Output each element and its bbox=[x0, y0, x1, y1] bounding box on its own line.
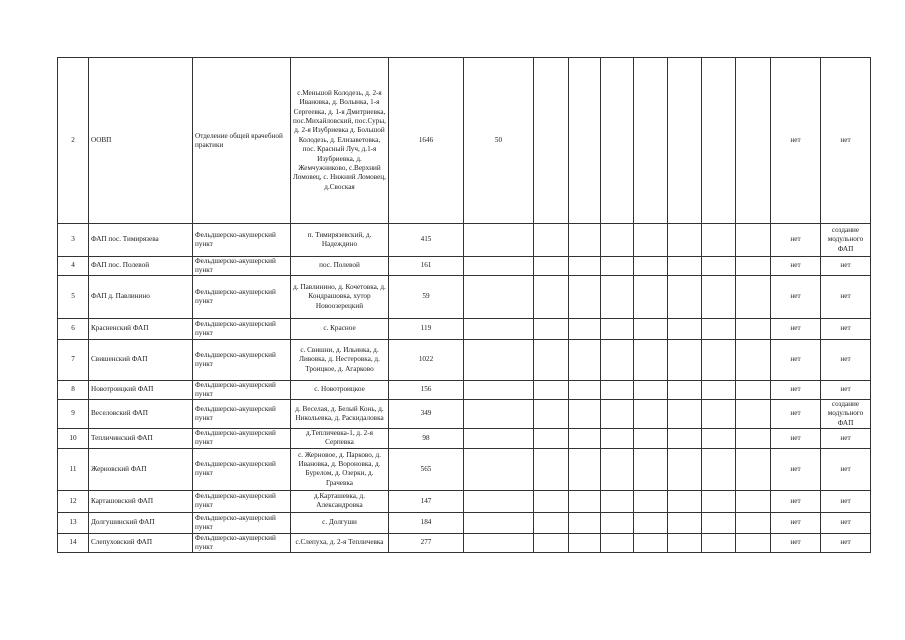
empty-cell bbox=[736, 58, 771, 224]
planned-action-cell: нет bbox=[821, 448, 871, 490]
empty-cell bbox=[668, 58, 702, 224]
empty-cell bbox=[534, 448, 569, 490]
empty-cell bbox=[534, 381, 569, 400]
availability-cell: нет bbox=[771, 512, 821, 533]
empty-cell bbox=[569, 319, 601, 340]
empty-cell bbox=[534, 224, 569, 257]
table-row bbox=[58, 490, 871, 512]
empty-cell bbox=[668, 400, 702, 429]
row-number: 13 bbox=[58, 512, 89, 533]
empty-cell bbox=[702, 381, 736, 400]
empty-cell bbox=[702, 512, 736, 533]
empty-cell bbox=[634, 319, 668, 340]
empty-cell bbox=[668, 512, 702, 533]
facility-name: Веселовский ФАП bbox=[89, 400, 193, 429]
facility-name: Новотроицкий ФАП bbox=[89, 381, 193, 400]
empty-cell bbox=[634, 257, 668, 276]
table-body bbox=[58, 58, 871, 553]
empty-cell bbox=[601, 257, 634, 276]
facility-name: Жерновский ФАП bbox=[89, 448, 193, 490]
population: 184 bbox=[389, 512, 464, 533]
service-area: с. Новотроицкое bbox=[291, 381, 389, 400]
empty-cell bbox=[702, 533, 736, 552]
empty-cell bbox=[569, 429, 601, 449]
availability-cell: нет bbox=[771, 400, 821, 429]
availability-cell: нет bbox=[771, 490, 821, 512]
service-area: с. Долгуши bbox=[291, 512, 389, 533]
value-cell bbox=[464, 448, 534, 490]
value-cell: 50 bbox=[464, 58, 534, 224]
empty-cell bbox=[702, 58, 736, 224]
empty-cell bbox=[569, 257, 601, 276]
empty-cell bbox=[534, 58, 569, 224]
facility-name: Тепличинский ФАП bbox=[89, 429, 193, 449]
population: 349 bbox=[389, 400, 464, 429]
empty-cell bbox=[668, 381, 702, 400]
planned-action-cell: нет bbox=[821, 512, 871, 533]
service-area: пос. Полевой bbox=[291, 257, 389, 276]
row-number: 8 bbox=[58, 381, 89, 400]
facility-name: ФАП д. Павлинино bbox=[89, 276, 193, 319]
facility-type: Фельдшерско-акушерский пункт bbox=[193, 224, 291, 257]
empty-cell bbox=[534, 400, 569, 429]
empty-cell bbox=[736, 224, 771, 257]
availability-cell: нет bbox=[771, 340, 821, 381]
service-area: д.Тепличевка-1, д. 2-я Серпевка bbox=[291, 429, 389, 449]
planned-action-cell: нет bbox=[821, 381, 871, 400]
table-row bbox=[58, 448, 871, 490]
empty-cell bbox=[569, 400, 601, 429]
empty-cell bbox=[601, 224, 634, 257]
empty-cell bbox=[569, 224, 601, 257]
row-number: 7 bbox=[58, 340, 89, 381]
row-number: 14 bbox=[58, 533, 89, 552]
empty-cell bbox=[736, 381, 771, 400]
population: 161 bbox=[389, 257, 464, 276]
empty-cell bbox=[668, 533, 702, 552]
empty-cell bbox=[736, 400, 771, 429]
population: 156 bbox=[389, 381, 464, 400]
empty-cell bbox=[534, 533, 569, 552]
empty-cell bbox=[736, 340, 771, 381]
value-cell bbox=[464, 224, 534, 257]
empty-cell bbox=[668, 490, 702, 512]
empty-cell bbox=[702, 448, 736, 490]
planned-action-cell: нет bbox=[821, 319, 871, 340]
table-row bbox=[58, 429, 871, 449]
empty-cell bbox=[601, 340, 634, 381]
empty-cell bbox=[534, 276, 569, 319]
value-cell bbox=[464, 319, 534, 340]
planned-action-cell: создание модульного ФАП bbox=[821, 224, 871, 257]
data-table bbox=[57, 57, 871, 553]
service-area: с. Свишни, д. Ильинка, д. Ливовка, д. Нестеровка, д. Троицкое, д. Агарково bbox=[291, 340, 389, 381]
empty-cell bbox=[736, 257, 771, 276]
availability-cell: нет bbox=[771, 224, 821, 257]
empty-cell bbox=[702, 429, 736, 449]
empty-cell bbox=[634, 58, 668, 224]
empty-cell bbox=[601, 381, 634, 400]
availability-cell: нет bbox=[771, 319, 821, 340]
empty-cell bbox=[702, 319, 736, 340]
table-row bbox=[58, 400, 871, 429]
value-cell bbox=[464, 512, 534, 533]
empty-cell bbox=[668, 257, 702, 276]
empty-cell bbox=[736, 429, 771, 449]
empty-cell bbox=[668, 224, 702, 257]
empty-cell bbox=[601, 400, 634, 429]
facility-type: Фельдшерско-акушерский пункт bbox=[193, 448, 291, 490]
empty-cell bbox=[736, 276, 771, 319]
empty-cell bbox=[601, 276, 634, 319]
empty-cell bbox=[601, 512, 634, 533]
table-row bbox=[58, 276, 871, 319]
value-cell bbox=[464, 276, 534, 319]
empty-cell bbox=[569, 58, 601, 224]
facility-type: Фельдшерско-акушерский пункт bbox=[193, 276, 291, 319]
planned-action-cell: нет bbox=[821, 533, 871, 552]
population: 415 bbox=[389, 224, 464, 257]
empty-cell bbox=[634, 448, 668, 490]
row-number: 12 bbox=[58, 490, 89, 512]
empty-cell bbox=[634, 224, 668, 257]
table-row bbox=[58, 381, 871, 400]
table-row bbox=[58, 224, 871, 257]
empty-cell bbox=[601, 58, 634, 224]
empty-cell bbox=[634, 340, 668, 381]
empty-cell bbox=[702, 400, 736, 429]
table-row bbox=[58, 58, 871, 224]
table-row bbox=[58, 512, 871, 533]
facility-type: Отделение общей врачебной практики bbox=[193, 58, 291, 224]
table-row bbox=[58, 533, 871, 552]
facility-name: Свишенский ФАП bbox=[89, 340, 193, 381]
availability-cell: нет bbox=[771, 429, 821, 449]
empty-cell bbox=[634, 400, 668, 429]
availability-cell: нет bbox=[771, 448, 821, 490]
value-cell bbox=[464, 533, 534, 552]
empty-cell bbox=[668, 448, 702, 490]
facility-type: Фельдшерско-акушерский пункт bbox=[193, 340, 291, 381]
facility-name: ФАП пос. Тимирязева bbox=[89, 224, 193, 257]
empty-cell bbox=[634, 512, 668, 533]
population: 565 bbox=[389, 448, 464, 490]
empty-cell bbox=[736, 448, 771, 490]
empty-cell bbox=[736, 319, 771, 340]
empty-cell bbox=[736, 490, 771, 512]
empty-cell bbox=[534, 429, 569, 449]
service-area: с.Слепуха, д. 2-я Тепличевка bbox=[291, 533, 389, 552]
empty-cell bbox=[736, 512, 771, 533]
empty-cell bbox=[569, 512, 601, 533]
service-area: д. Павлинино, д. Кочетовка, д. Кондрашовка, хутор Новоозерецкий bbox=[291, 276, 389, 319]
table-row bbox=[58, 319, 871, 340]
planned-action-cell: нет bbox=[821, 490, 871, 512]
row-number: 10 bbox=[58, 429, 89, 449]
empty-cell bbox=[634, 490, 668, 512]
facility-name: ООВП bbox=[89, 58, 193, 224]
empty-cell bbox=[702, 257, 736, 276]
availability-cell: нет bbox=[771, 276, 821, 319]
facility-type: Фельдшерско-акушерский пункт bbox=[193, 429, 291, 449]
population: 98 bbox=[389, 429, 464, 449]
empty-cell bbox=[534, 340, 569, 381]
empty-cell bbox=[569, 276, 601, 319]
empty-cell bbox=[736, 533, 771, 552]
facility-name: Слепуховский ФАП bbox=[89, 533, 193, 552]
empty-cell bbox=[702, 224, 736, 257]
row-number: 2 bbox=[58, 58, 89, 224]
facility-type: Фельдшерско-акушерский пункт bbox=[193, 381, 291, 400]
empty-cell bbox=[601, 448, 634, 490]
empty-cell bbox=[668, 319, 702, 340]
empty-cell bbox=[634, 381, 668, 400]
population: 147 bbox=[389, 490, 464, 512]
service-area: с. Жерновое, д. Парково, д. Ивановка, д. Вороновка, д. Бурелом, д. Озерки, д. Грачевка bbox=[291, 448, 389, 490]
empty-cell bbox=[534, 512, 569, 533]
empty-cell bbox=[534, 319, 569, 340]
value-cell bbox=[464, 490, 534, 512]
planned-action-cell: нет bbox=[821, 257, 871, 276]
empty-cell bbox=[569, 340, 601, 381]
facility-type: Фельдшерско-акушерский пункт bbox=[193, 319, 291, 340]
facility-type: Фельдшерско-акушерский пункт bbox=[193, 257, 291, 276]
empty-cell bbox=[634, 276, 668, 319]
empty-cell bbox=[702, 340, 736, 381]
row-number: 5 bbox=[58, 276, 89, 319]
empty-cell bbox=[634, 533, 668, 552]
planned-action-cell: нет bbox=[821, 276, 871, 319]
empty-cell bbox=[601, 429, 634, 449]
service-area: с. Красное bbox=[291, 319, 389, 340]
service-area: д.Карташевка, д. Александровка bbox=[291, 490, 389, 512]
empty-cell bbox=[668, 429, 702, 449]
population: 59 bbox=[389, 276, 464, 319]
service-area: с.Меньшой Колодезь, д. 2-я Ивановка, д. Волынка, 1-я Сергеевка, д. 1-я Дмитриевка, пос.Михайловский, пос.Суры, д. 2-я Изубриевка д. Большой Колодезь, д. Елизаветовка, пос. Красный Луч, д.1-я Изубриевка, д. Жемчужниково, с.Верхний Ломовец, с. Нижний Ломовец, д.Своская bbox=[291, 58, 389, 224]
row-number: 9 bbox=[58, 400, 89, 429]
facility-name: ФАП пос. Полевой bbox=[89, 257, 193, 276]
row-number: 3 bbox=[58, 224, 89, 257]
row-number: 6 bbox=[58, 319, 89, 340]
facility-type: Фельдшерско-акушерский пункт bbox=[193, 490, 291, 512]
value-cell bbox=[464, 257, 534, 276]
availability-cell: нет bbox=[771, 58, 821, 224]
empty-cell bbox=[534, 490, 569, 512]
population: 1646 bbox=[389, 58, 464, 224]
empty-cell bbox=[534, 257, 569, 276]
empty-cell bbox=[569, 490, 601, 512]
facility-type: Фельдшерско-акушерский пункт bbox=[193, 512, 291, 533]
value-cell bbox=[464, 381, 534, 400]
service-area: п. Тимирязевский, д. Надеждино bbox=[291, 224, 389, 257]
empty-cell bbox=[569, 381, 601, 400]
value-cell bbox=[464, 400, 534, 429]
population: 277 bbox=[389, 533, 464, 552]
planned-action-cell: создание модульного ФАП bbox=[821, 400, 871, 429]
empty-cell bbox=[569, 533, 601, 552]
empty-cell bbox=[601, 533, 634, 552]
row-number: 4 bbox=[58, 257, 89, 276]
planned-action-cell: нет bbox=[821, 429, 871, 449]
planned-action-cell: нет bbox=[821, 58, 871, 224]
facility-name: Карташовский ФАП bbox=[89, 490, 193, 512]
empty-cell bbox=[668, 340, 702, 381]
population: 119 bbox=[389, 319, 464, 340]
empty-cell bbox=[702, 490, 736, 512]
facility-name: Красненский ФАП bbox=[89, 319, 193, 340]
table-row bbox=[58, 257, 871, 276]
planned-action-cell: нет bbox=[821, 340, 871, 381]
availability-cell: нет bbox=[771, 257, 821, 276]
table-row bbox=[58, 340, 871, 381]
availability-cell: нет bbox=[771, 533, 821, 552]
facility-name: Долгушинский ФАП bbox=[89, 512, 193, 533]
service-area: д. Веселая, д. Белый Конь, д. Никольевка, д. Раскидаловка bbox=[291, 400, 389, 429]
empty-cell bbox=[702, 276, 736, 319]
empty-cell bbox=[601, 490, 634, 512]
row-number: 11 bbox=[58, 448, 89, 490]
empty-cell bbox=[634, 429, 668, 449]
value-cell bbox=[464, 340, 534, 381]
population: 1022 bbox=[389, 340, 464, 381]
empty-cell bbox=[569, 448, 601, 490]
availability-cell: нет bbox=[771, 381, 821, 400]
empty-cell bbox=[668, 276, 702, 319]
value-cell bbox=[464, 429, 534, 449]
facility-type: Фельдшерско-акушерский пункт bbox=[193, 400, 291, 429]
facility-type: Фельдшерско-акушерский пункт bbox=[193, 533, 291, 552]
empty-cell bbox=[601, 319, 634, 340]
